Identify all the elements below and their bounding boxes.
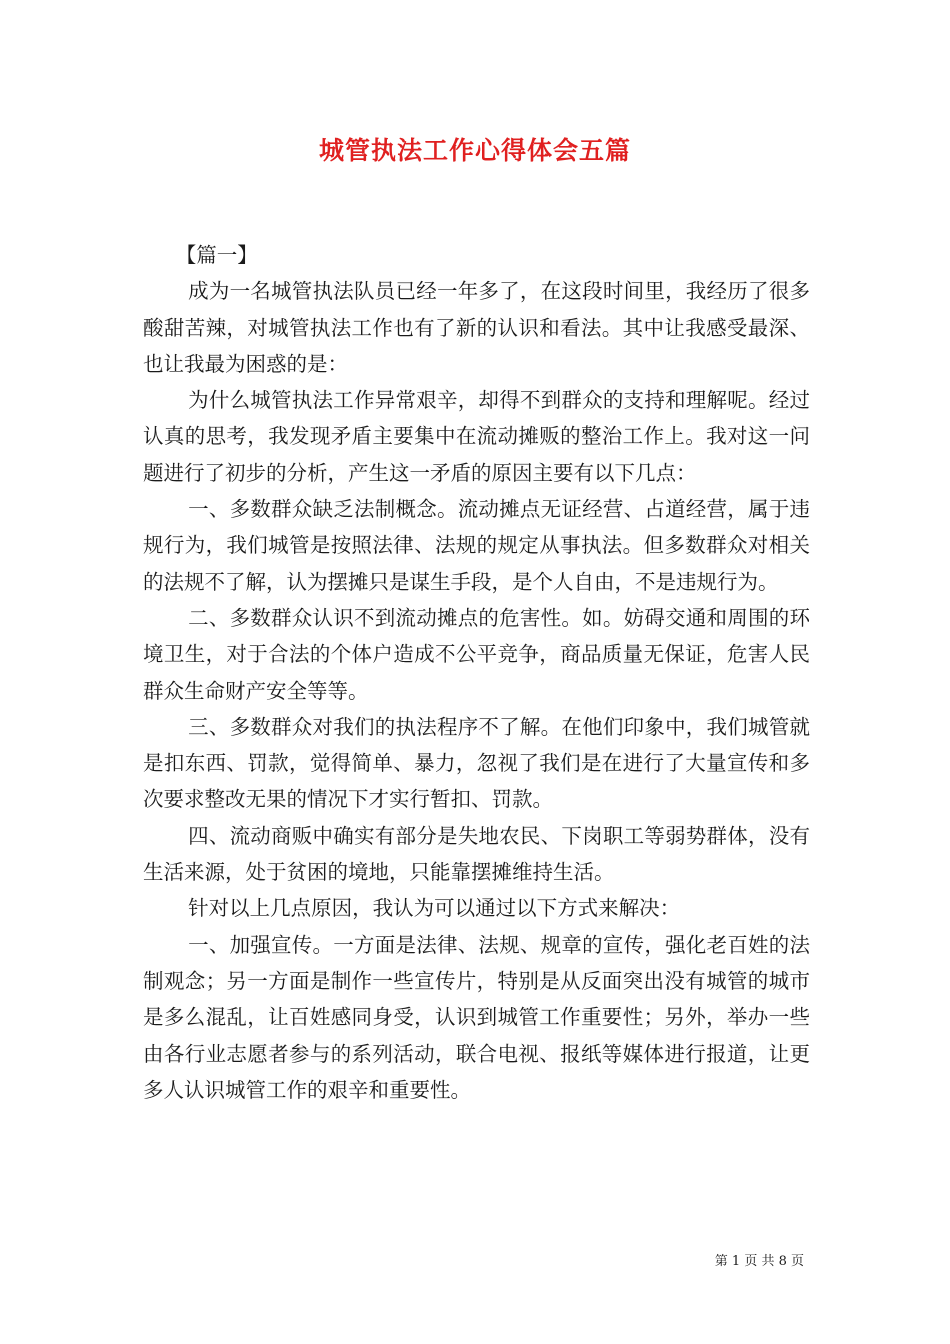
- section-label: 【篇一】: [175, 243, 258, 267]
- paragraph-4: 二、多数群众认识不到流动摊点的危害性。如。妨碍交通和周围的环境卫生，对于合法的个体户造成不公平竞争，商品质量无保证，危害人民群众生命财产安全等等。: [143, 605, 810, 703]
- page-number: 第 1 页 共 8 页: [714, 1254, 804, 1269]
- paragraph-6: 四、流动商贩中确实有部分是失地农民、下岗职工等弱势群体，没有生活来源，处于贫困的境地，只能靠摆摊维持生活。: [143, 823, 810, 885]
- document-body: [143, 237, 810, 1108]
- paragraph-3: 一、多数群众缺乏法制概念。流动摊点无证经营、占道经营，属于违规行为，我们城管是按照法律、法规的规定从事执法。但多数群众对相关的法规不了解，认为摆摊只是谋生手段，是个人自由，不是违规行为。: [143, 497, 810, 594]
- paragraph-7: 针对以上几点原因，我认为可以通过以下方式来解决：: [188, 896, 681, 921]
- document-title: 城管执法工作心得体会五篇: [318, 136, 631, 165]
- paragraph-8: 一、加强宣传。一方面是法律、法规、规章的宣传，强化老百姓的法制观念；另一方面是制作一些宣传片，特别是从反面突出没有城管的城市是多么混乱，让百姓感同身受，认识到城管工作重要性；另外，举办一些由各行业志愿者参与的系列活动，联合电视、报纸等媒体进行报道，让更多人认识城管工作的艰辛和重要性。: [143, 932, 810, 1102]
- paragraph-5: 三、多数群众对我们的执法程序不了解。在他们印象中，我们城管就是扣东西、罚款，觉得简单、暴力，忽视了我们是在进行了大量宣传和多次要求整改无果的情况下才实行暂扣、罚款。: [143, 714, 810, 812]
- paragraph-1: 成为一名城管执法队员已经一年多了，在这段时间里，我经历了很多酸甜苦辣，对城管执法工作也有了新的认识和看法。其中让我感受最深、也让我最为困惑的是：: [143, 279, 810, 376]
- paragraph-2: 为什么城管执法工作异常艰辛，却得不到群众的支持和理解呢。经过认真的思考，我发现矛盾主要集中在流动摊贩的整治工作上。我对这一问题进行了初步的分析，产生这一矛盾的原因主要有以下几点：: [143, 388, 810, 485]
